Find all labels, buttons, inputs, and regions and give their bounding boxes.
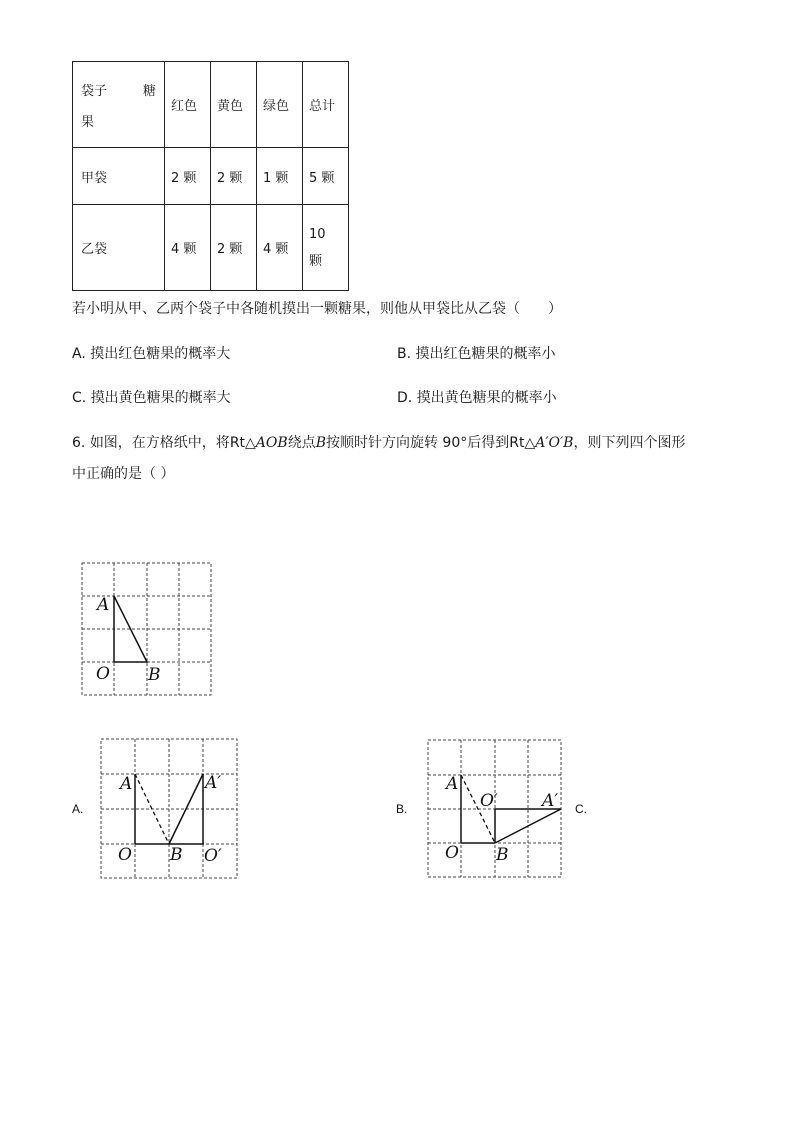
option-text: 摸出红色糖果的概率大 — [90, 346, 231, 362]
col-header-total: 总计 — [303, 62, 349, 148]
q6-rt: Rt△ — [229, 435, 256, 451]
label-a: A — [97, 595, 110, 615]
q6-text: 按顺时针方向旋转 90°后得到 — [325, 435, 510, 451]
q6-number: 6. — [72, 435, 86, 451]
header-candy-label-top: 糖 — [142, 83, 156, 99]
figure-option-a — [72, 739, 237, 878]
col-header-red: 红色 — [165, 62, 211, 148]
label-o-prime: O′ — [480, 791, 498, 811]
table-cell: 2 颗 — [211, 148, 257, 205]
q6-text: 如图，在方格纸中，将 — [89, 435, 230, 451]
q6-triangle-name: AOB — [255, 435, 288, 451]
option-key: B. — [397, 346, 412, 362]
option-key: C. — [72, 390, 87, 406]
row-name-jia: 甲袋 — [73, 148, 165, 205]
option-a-label: A. — [72, 802, 84, 816]
label-o: O — [96, 664, 110, 684]
row-name-yi: 乙袋 — [73, 205, 165, 291]
label-o: O — [118, 845, 132, 865]
option-text: 摸出黄色糖果的概率大 — [90, 390, 231, 406]
label-a-prime: A′ — [542, 791, 559, 811]
q6-text: ，则下列四个图形 — [573, 435, 686, 451]
q6-triangle-image-name: A′O′B — [535, 435, 574, 451]
label-b: B — [148, 665, 161, 685]
total-number: 10 — [309, 226, 326, 242]
label-a: A — [446, 774, 459, 794]
figure-option-b — [396, 740, 587, 877]
option-key: A. — [72, 346, 86, 362]
header-bag-label: 袋子 — [81, 83, 108, 99]
header-candy-label-bottom: 果 — [81, 114, 95, 130]
table-cell: 1 颗 — [257, 148, 303, 205]
option-b-label: B. — [396, 802, 408, 816]
option-key: D. — [397, 390, 413, 406]
label-o: O — [445, 843, 459, 863]
table-cell: 2 颗 — [165, 148, 211, 205]
col-header-yellow: 黄色 — [211, 62, 257, 148]
q6-line2: 中正确的是（ ） — [72, 466, 175, 482]
table-cell: 4 颗 — [165, 205, 211, 291]
table-cell: 5 颗 — [303, 148, 349, 205]
q6-text: 绕点 — [287, 435, 316, 451]
q5-stem: 若小明从甲、乙两个袋子中各随机摸出一颗糖果，则他从甲袋比从乙袋（ ） — [72, 301, 562, 317]
q6-rt: Rt△ — [509, 435, 536, 451]
q6-point-b: B — [315, 435, 326, 451]
label-b: B — [170, 845, 183, 865]
table-cell: 2 颗 — [211, 205, 257, 291]
original-figure — [82, 563, 211, 695]
option-text: 摸出红色糖果的概率小 — [415, 346, 556, 362]
label-o-prime: O′ — [204, 846, 222, 866]
total-unit: 颗 — [309, 253, 323, 269]
option-c-label: C. — [575, 802, 587, 816]
label-a-prime: A′ — [205, 773, 222, 793]
label-a: A — [120, 774, 133, 794]
option-text: 摸出黄色糖果的概率小 — [416, 390, 557, 406]
table-cell: 4 颗 — [257, 205, 303, 291]
label-b: B — [496, 845, 509, 865]
col-header-green: 绿色 — [257, 62, 303, 148]
